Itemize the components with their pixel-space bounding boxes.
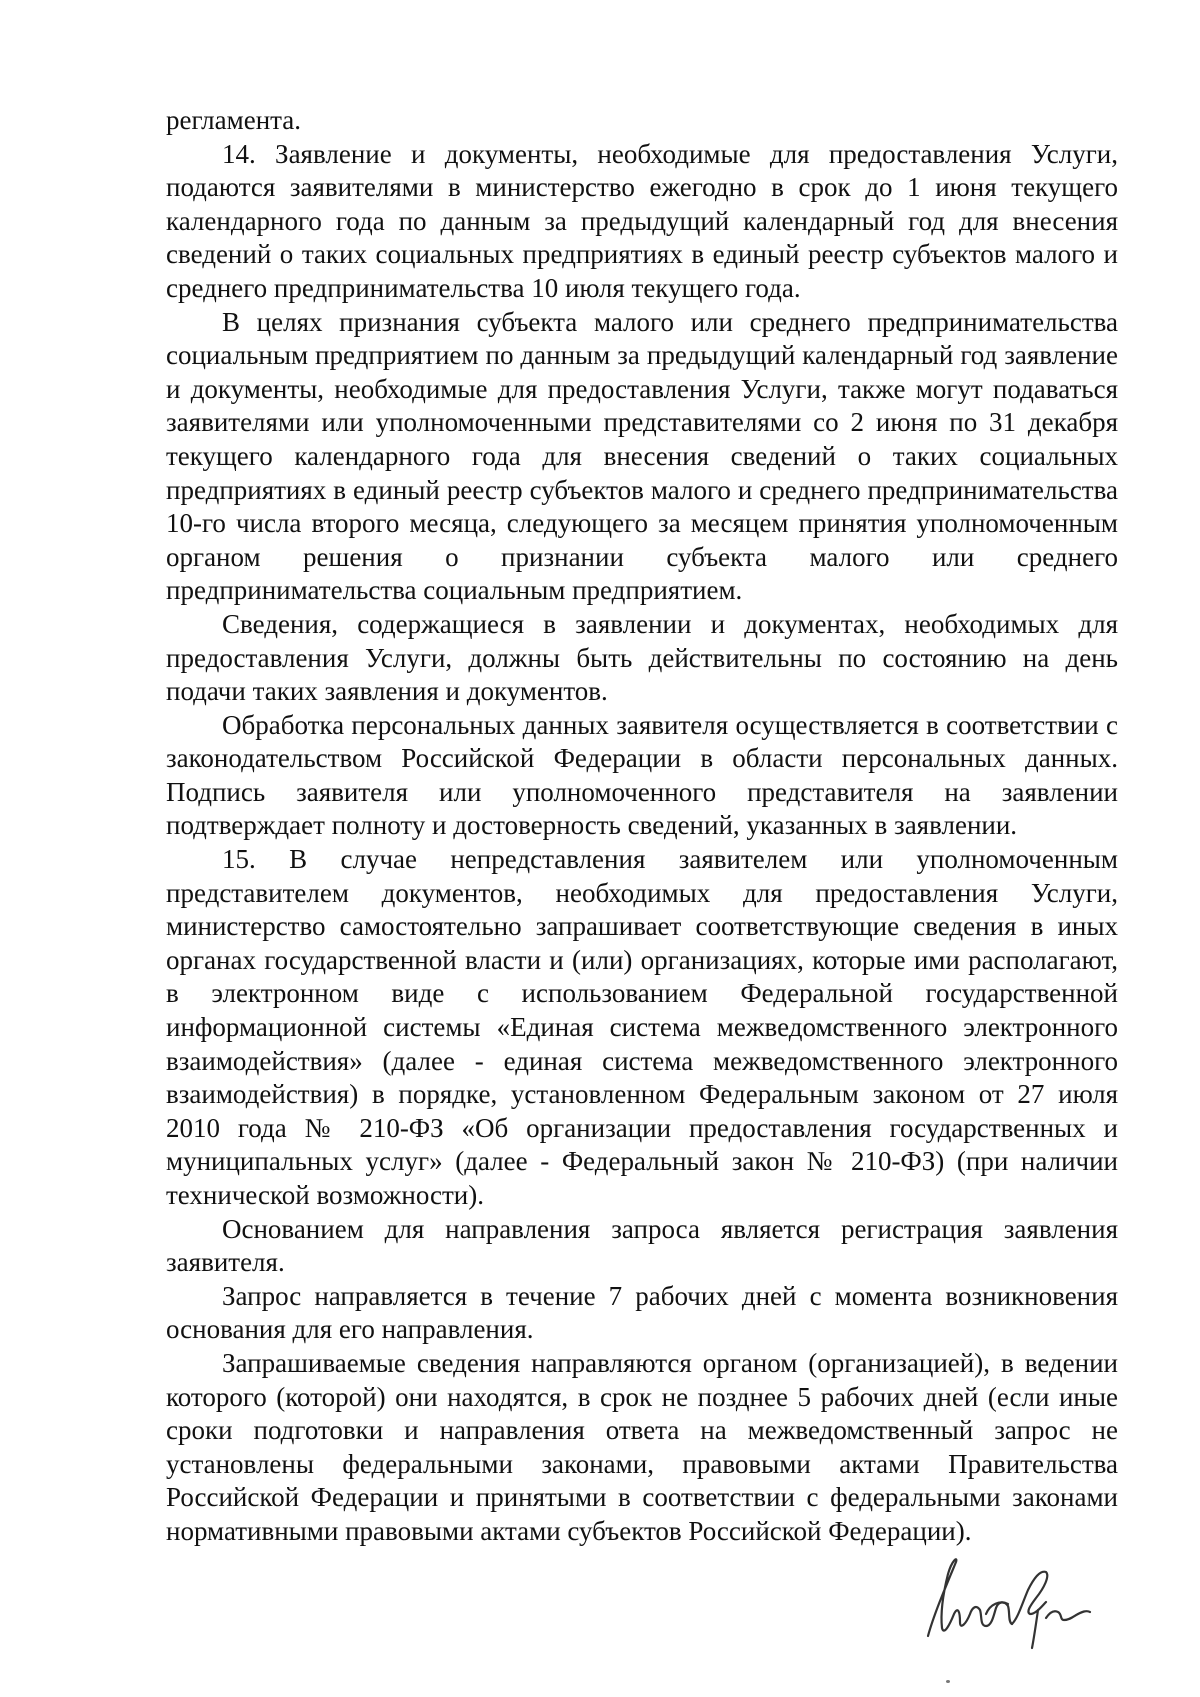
paragraph-response-term: Запрашиваемые сведения направляются органом (организацией), в ведении которого (которой) они находятся, в срок не позднее 5 рабочих дней (если иные сроки подготовки и направления ответа на межведомственный запрос не установлены федеральными законами, правовыми актами Правительства Российской Федерации и принятыми в соответствии с федеральными законами нормативными правовыми актами субъектов Российской Федерации). — [166, 1347, 1118, 1546]
paragraph-request-term: Запрос направляется в течение 7 рабочих дней с момента возникновения основания для его направления. — [166, 1280, 1118, 1345]
paragraph-validity: Сведения, содержащиеся в заявлении и документах, необходимых для предоставления Услуги, должны быть действительны по состоянию на день подачи таких заявления и документов. — [166, 608, 1118, 707]
paragraph-item-14: 14. Заявление и документы, необходимые для предоставления Услуги, подаются заявителями в министерство ежегодно в срок до 1 июня текущего календарного года по данным за предыдущий календарный год для внесения сведений о таких социальных предприятиях в единый реестр субъектов малого и среднего предпринимательства 10 июля текущего года. — [166, 138, 1118, 303]
handwritten-signature — [900, 1540, 1100, 1650]
scan-speck — [946, 1680, 950, 1683]
paragraph-personal-data: Обработка персональных данных заявителя осуществляется в соответствии с законодательством Российской Федерации в области персональных данных. Подпись заявителя или уполномоченного представителя на заявлении подтверждает полноту и достоверность сведений, указанных в заявлении. — [166, 709, 1118, 841]
paragraph-request-basis: Основанием для направления запроса является регистрация заявления заявителя. — [166, 1213, 1118, 1278]
paragraph-item-15: 15. В случае непредставления заявителем или уполномоченным представителем документов, необходимых для предоставления Услуги, министерство самостоятельно запрашивает соответствующие сведения в иных органах государственной власти и (или) организациях, которые ими располагают, в электронном виде с использованием Федеральной государственной информационной системы «Единая система межведомственного электронного взаимодействия» (далее - единая система межведомственного электронного взаимодействия) в порядке, установленном Федеральным законом от 27 июля 2010 года № 210-ФЗ «Об организации предоставления государственных и муниципальных услуг» (далее - Федеральный закон № 210-ФЗ) (при наличии технической возможности). — [166, 844, 1118, 1210]
document-body — [166, 104, 1118, 1549]
paragraph-continuation: регламента. — [166, 105, 302, 135]
paragraph-recognition: В целях признания субъекта малого или среднего предпринимательства социальным предприятием по данным за предыдущий календарный год заявление и документы, необходимые для предоставления Услуги, также могут подаваться заявителями или уполномоченными представителями со 2 июня по 31 декабря текущего календарного года для внесения сведений о таких социальных предприятиях в единый реестр субъектов малого и среднего предпринимательства 10-го числа второго месяца, следующего за месяцем принятия уполномоченным органом решения о признании субъекта малого или среднего предпринимательства социальным предприятием. — [166, 306, 1118, 606]
signature-strokes — [928, 1559, 1090, 1648]
